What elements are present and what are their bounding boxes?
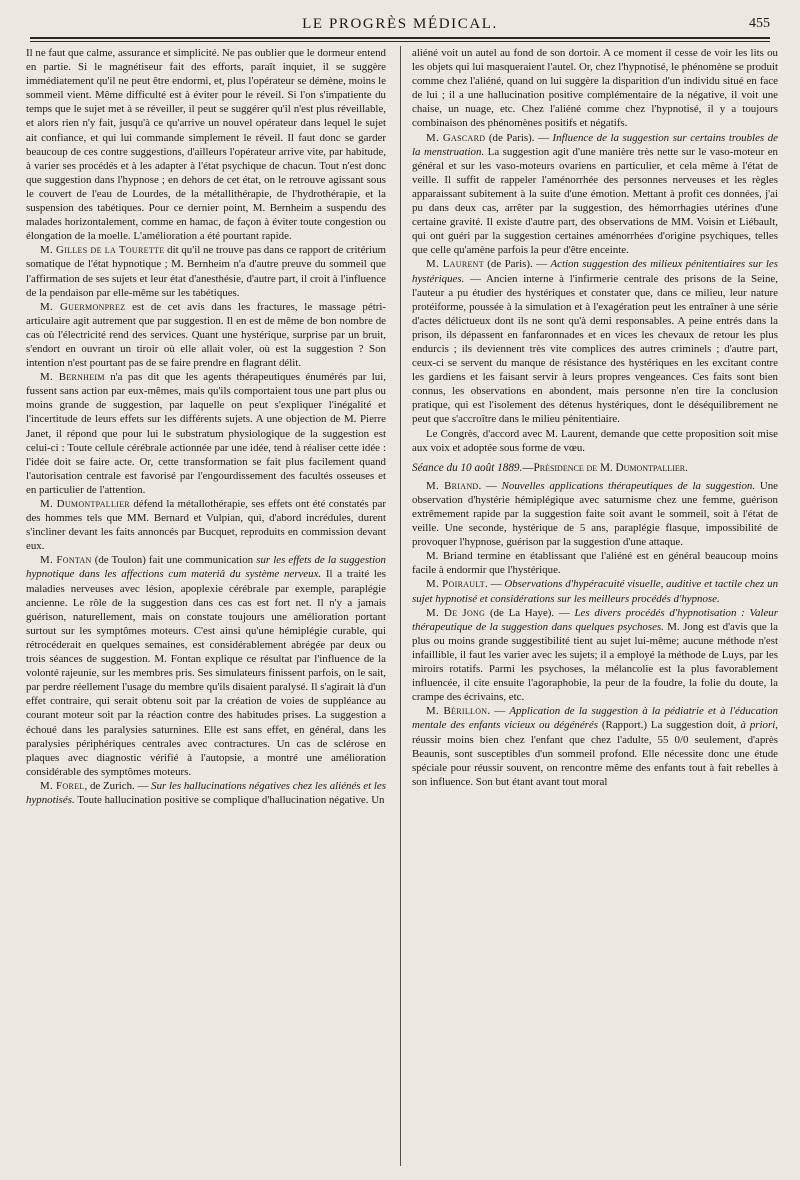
communication-title: sur les effets de la suggestion hypnotique dans les affections cum materiâ du système nerveux. — [26, 554, 386, 581]
paragraph-text: M. Jong est d'avis que la plus ou moins grande suggestibilité tient au sujet lui-même; aucune méthode n'est infaillible, il faut les varier avec les sujets; il a employé la méthode de Luys, par les miroirs rotatifs. Parmi les psychoses, la mélancolie est la plus favorablement influencée, il cite ensuite l'agoraphobie, la peur de la foudre, la folie du doute, la crampe des écrivains, etc. — [412, 620, 778, 704]
speaker-name: M. Laurent — [426, 258, 484, 271]
paragraph-text: , de Zurich. — — [84, 779, 152, 792]
paragraph-text: . — — [487, 705, 510, 718]
header-rule-thin — [30, 41, 770, 42]
paragraph: Il ne faut que calme, assurance et simplicité. Ne pas oublier que le dormeur entend en partie. Si le magnétiseur fait des efforts, paraît inquiet, il se suggère immédiatement qu'il ne peut être endormi, et, plus l'opérateur se démène, moins le sommeil vient. Même difficulté est à éviter pour le réveil. Si l'on s'impatiente du temps que le sujet met à se réveiller, il peut se suggérer qu'il n'est plus réveillable, et alors rien n'y fait, jusqu'à ce qu'arrive un nouvel opérateur dans lequel le sujet ait confiance, et qui lui commande simplement le réveil. Il faut donc se garder beaucoup de ces contre suggestions, d'ailleurs l'opérateur arrive vite, par habitude, à varier ses procédés et à les adapter à l'état psychique de chacun. Tout n'est donc que suggestion dans l'hypnose ; en dehors de cet état, on le retrouve agissant sous le couvert de l'eau de Lourdes, de la métallithérapie, de l'hydrothérapie, et la suspension des tabétiques. Pour ce dernier point, M. Bernheim a suspendu des malades horizontalement, comme en hamac, de façon à éviter toute congestion ou élongation de la moelle. L'amélioration a été pourtant rapide. — [26, 47, 386, 243]
paragraph-text: Toute hallucination positive se complique d'hallucination négative. Un — [74, 793, 385, 806]
paragraph-text: Il a traité les maladies nerveuses avec lésion, apoplexie cérébrale par exemple, paraplégie ancienne. Le rôle de la suggestion dans ces cas est fort net. Il n'y a jamais guérison, naturellement, mais on constate toujours une amélioration portant surtout sur les symptômes moteurs. C'est ainsi qu'une hémiplégie curable, qui rétrocéderait en quelques semaines, est considérablement abrégée par deux ou trois séances de suggestion. M. Fontan explique ce résultat par l'influence de la volonté rajeunie, sur les membres pris. Ses simulateurs finissent parfois, on le sait, par perdre réellement l'usage du membre qu'ils disaient paralysé. Il s'agirait là d'un effet contraire, qui serait obtenu soit par la création de voies de suppléance au courant moteur soit par la réaction contre des habitudes prises. La suggestion a échoué dans les paralysies saturnines. Elle est sans effet, en général, dans les paralysies périphériques centrales avec contractures. Un cas de sclérose en plaques avec diagnostic vérifié à l'autopsie, a montré une amélioration considérable des symptômes moteurs. — [26, 568, 386, 778]
session-date: Séance du 10 août 1889. — [412, 461, 523, 474]
paragraph-text: défend la métallothérapie, ses effets ont été constatés par des hommes tels que MM. Bernard et Vulpian, qui, d'abord incrédules, durent s'incliner devant les faits annoncés par Bucquet, reproduits en commission devant eux. — [26, 498, 386, 553]
paragraph — [26, 243, 386, 299]
paragraph — [412, 606, 778, 705]
paragraph — [412, 704, 778, 789]
speaker-name: M. Fontan — [40, 554, 92, 567]
paragraph-text: (de Toulon) fait une communication — [91, 554, 257, 567]
column-divider — [400, 46, 401, 1166]
communication-title: Les divers procédés d'hypnotisation : Valeur thérapeutique de la suggestion dans quelques psychoses. — [412, 606, 778, 633]
speaker-name: M. Gilles de la Tourette — [40, 244, 165, 257]
paragraph-text: (de Paris). — — [483, 258, 551, 271]
speaker-name: M. Gascard — [426, 131, 486, 144]
paragraph — [26, 370, 386, 497]
paragraph-text: (de La Haye). — — [485, 606, 575, 619]
paragraph: M. Briand termine en établissant que l'aliéné est en général beaucoup moins facile à endormir que l'hystérique. — [412, 550, 778, 577]
communication-title: Sur les hallucinations négatives chez les aliénés et les hypnotisés. — [26, 779, 386, 806]
communication-title: Influence de la suggestion sur certains troubles de la menstruation. — [412, 131, 779, 158]
paragraph-text: — Ancien interne à l'infirmerie centrale des prisons de la Seine, l'auteur a pu étudier des hystériques et constater que, dans ce milieu, leur nature protéiforme, poussée à la simulation et à l'exagération peut les entraîner à une série d'actes délictueux dont ils ne sont qu'à demi responsables. A peine entrés dans la prison, ils dépassent en fanfaronnades et en vices les chevaux de retour les plus endurcis ; ils deviennent très vite complices des autres criminels ; d'autre part, ceux-ci se servent du manque de résistance des hystériques en les excitant contre les gardiens et les faisant servir à leurs propres vengeances. Ces faits sont bien connus, les observations en abondent, mais personne n'en tire la conclusion pratique, qui est l'isolement des détenus hystériques, dont le déséquilibrement ne peut que s'accroître dans le milieu pénitentiaire. — [412, 272, 778, 426]
speaker-name: M. Dumontpallier — [40, 498, 130, 510]
communication-title: Application de la suggestion à la pédiatrie et à l'éducation mentale des enfants vicieux ou dégénérés — [412, 705, 778, 732]
page-number: 455 — [749, 16, 770, 31]
communication-title: Action suggestion des milieux pénitentiaires sur les hystériques. — [412, 258, 778, 285]
right-column — [412, 46, 778, 789]
paragraph — [26, 779, 386, 807]
page-header — [30, 14, 770, 38]
paragraph-text: , réussir moins bien chez l'enfant que chez l'adulte, 55 0/0 seulement, d'après Beaunis, sont susceptibles d'un sommeil profond. Elle nécessite donc une étude spéciale pour réussir souvent, on rencontre même des enfants tout à fait rebelles à son influence. Son but étant avant tout moral — [412, 719, 778, 788]
speaker-name: M. Bernheim — [40, 371, 105, 384]
italic-term: à priori — [740, 719, 776, 732]
paragraph-text: dit qu'il ne trouve pas dans ce rapport de critérium somatique de l'état hypnotique ; M. Bernheim n'a d'autre preuve du sommeil que l'affirmation de ses sujets et leur état d'anesthésie, d'autre part, il croit à l'influence de la pendaison par elle-même sur les tabétiques. — [26, 244, 386, 299]
paragraph: Le Congrès, d'accord avec M. Laurent, demande que cette proposition soit mise aux voix et adoptée sous forme de vœu. — [412, 427, 778, 454]
paragraph-text: (de Paris). — — [485, 131, 553, 144]
header-rule — [30, 37, 770, 39]
speaker-name: M. Briand — [426, 479, 479, 492]
paragraph — [26, 300, 386, 370]
communication-title: Observations d'hypéracuité visuelle, auditive et tactile chez un sujet hypnotisé et considérations sur les meilleurs procédés d'hypnose. — [412, 578, 779, 605]
speaker-name: M. Guermonprez — [40, 300, 126, 313]
paragraph — [26, 497, 386, 553]
paragraph-text: . — — [478, 479, 502, 492]
paragraph — [412, 577, 778, 605]
speaker-name: M. Forel — [40, 779, 85, 792]
paragraph-text: La suggestion agit d'une manière très nette sur le vaso-moteur en général et sur les vaso-moteurs ovariens en particulier, et cela même à l'état de veille. Il suffit de rappeler l'aménorrhée des personnes nerveuses et les règles apparaissant subitement à la suite d'une émotion. Mettant à profit ces données, j'ai pu dans deux cas, arrêter par la suggestion, des hémorrhagies utérines d'une certaine gravité. Il existe d'autre part, des observations de MM. Voisin et Liébault, qui ont guéri par la suggestion certaines aménorrhées d'origine psychiques, telles que celle qu'amène parfois la peur d'être enceinte. — [412, 145, 778, 257]
paragraph-text: Une observation d'hystérie hémiplégique avec saturnisme chez une femme, guérison extrêmement rapide par la suggestion faite soit avant le sommeil, soit à l'état de veille. Une seconde, hystérique de 5 ans, paraplégie flasque, impossibilité de provoquer l'hypnose, guérison par la suggestion d'une attaque. — [412, 479, 778, 549]
speaker-name: M. De Jong — [426, 606, 486, 619]
session-presidency: —Présidence de M. Dumontpallier. — [522, 461, 688, 474]
paragraph — [412, 479, 778, 549]
paragraph-text: . — — [485, 578, 505, 591]
running-title: LE PROGRÈS MÉDICAL. — [302, 16, 498, 32]
paragraph-text: (Rapport.) La suggestion doit, — [598, 719, 741, 732]
communication-title: Nouvelles applications thérapeutiques de la suggestion. — [501, 479, 756, 492]
paragraph: aliéné voit un autel au fond de son dortoir. A ce moment il cesse de voir les lits ou les objets qui lui masqueraient l'autel. Or, chez l'hypnotisé, le phénomène se produit comme chez l'aliéné, quand on lui suggère la disparition d'un individu situé en face de lui ; il a une hallucination positive complémentaire de la négative, il voit une chaise, un nuage, etc. Chez l'aliéné comme chez l'hypnotisé, il y a toujours combinaison des phénomènes positifs et négatifs. — [412, 47, 778, 130]
speaker-name: M. Bérillon — [426, 705, 488, 718]
paragraph — [412, 257, 778, 426]
speaker-name: M. Poirault — [426, 578, 485, 591]
paragraph — [26, 553, 386, 779]
paragraph-text: est de cet avis dans les fractures, le massage pétri-articulaire agit autrement que par suggestion. Il en est de même de bon nombre de cas où l'électricité rend des services. Quant une hystérique, surprise par un bruit, s'endort en ouvrant un tiroir où elle allait voler, où est la suggestion ? Son intention n'est pourtant pas de se faire prendre en flagrant délit. — [26, 300, 387, 370]
paragraph — [412, 131, 778, 258]
session-heading — [412, 461, 778, 475]
paragraph-text: n'a pas dit que les agents thérapeutiques énumérés par lui, fussent sans action par eux-mêmes, mais qu'ils comportaient tous une part plus ou moins grande de suggestion, par laquelle on peut s'expliquer l'inégalité et l'incertitude de leurs effets sur les différents sujets. A une objection de M. Pierre Janet, il répond que pour lui le substratum physiologique de la suggestion est celui-ci : Toute cellule cérébrale actionnée par une idée, tend à réaliser cette idée : l'idée doit se faire acte. Or, cette transformation se fait plus facilement quand l'autorisation centrale est favorisé par l'engourdissement des facultés osseuses et en particulier de l'attention. — [26, 371, 387, 496]
left-column — [26, 46, 386, 807]
